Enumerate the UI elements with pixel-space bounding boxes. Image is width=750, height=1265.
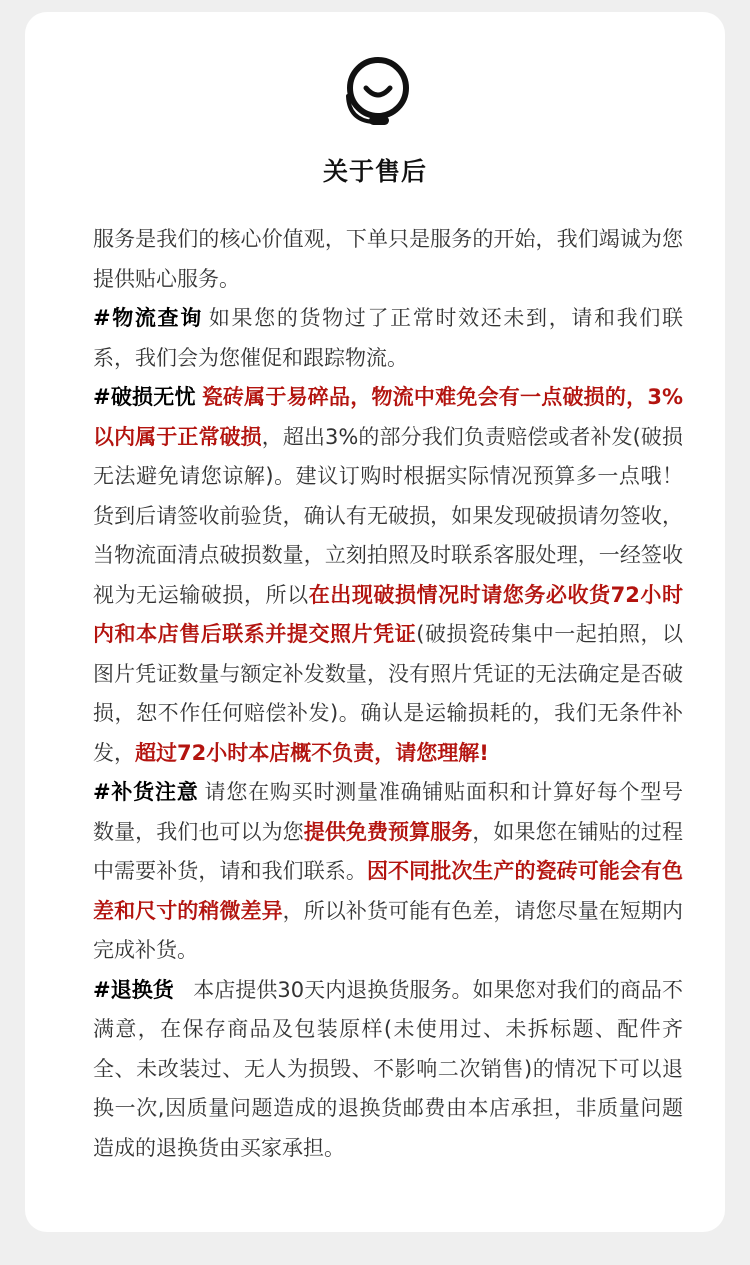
restock-tag: #补货注意: [93, 780, 199, 804]
restock-section: [93, 773, 683, 971]
logistics-tag: #物流查询: [93, 306, 203, 330]
restock-text-contact: ，如果您在铺贴的过程中需要补货，请和我们联系。: [93, 819, 684, 883]
logistics-text: 如果您的货物过了正常时效还未到，请和我们联系，我们会为您催促和跟踪物流。: [93, 306, 683, 370]
damage-tag: #破损无忧: [93, 385, 196, 409]
after-sales-content: [93, 220, 683, 1168]
after-sales-card: [25, 12, 725, 1232]
damage-section: [93, 378, 683, 773]
damage-highlight-disclaimer: 超过72小时本店概不负责，请您理解!: [135, 740, 489, 765]
damage-highlight-72h: 在出现破损情况时请您务必收货72小时内和本店售后联系并提交照片凭证: [93, 582, 683, 646]
restock-text-color: ，所以补货可能有色差，请您尽量在短期内完成补货。: [93, 898, 684, 962]
damage-highlight-normal-rate: 瓷砖属于易碎品，物流中难免会有一点破损的，3%以内属于正常破损: [93, 385, 683, 449]
damage-text-policy: ，超出3%的部分我们负责赔偿或者补发(破损无法避免请您谅解)。建议订购时根据实际情况预算多一点哦！货到后请签收前验货，确认有无破损，如果发现破损请勿签收，当物流面清点破损数量，立刻拍照及时联系客服处理，一经签收视为无运输破损，所以: [93, 424, 684, 607]
page-title: 关于售后: [322, 157, 427, 186]
damage-text-evidence: (破损瓷砖集中一起拍照，以图片凭证数量与额定补发数量，没有照片凭证的无法确定是否破损，恕不作任何赔偿补发)。确认是运输损耗的，我们无条件补发，: [93, 622, 684, 765]
returns-tag: #退换货: [93, 977, 174, 1002]
returns-section: [93, 971, 683, 1169]
customer-service-headset-icon: [341, 56, 415, 140]
logistics-section: [93, 299, 683, 378]
restock-highlight-batch: 因不同批次生产的瓷砖可能会有色差和尺寸的稍微差异: [93, 859, 684, 923]
restock-text-measure: 请您在购买时测量准确铺贴面积和计算好每个型号数量，我们也可以为您: [93, 780, 683, 844]
restock-highlight-budget: 提供免费预算服务: [303, 819, 473, 844]
intro-paragraph: 服务是我们的核心价值观，下单只是服务的开始，我们竭诚为您提供贴心服务。: [93, 227, 683, 291]
returns-text: 本店提供30天内退换货服务。如果您对我们的商品不满意，在保存商品及包装原样(未使用过、未拆标题、配件齐全、未改装过、无人为损毁、不影响二次销售)的情况下可以退换一次,因质量问题造成的退换货邮费由本店承担，非质量问题造成的退换货由买家承担。: [93, 977, 683, 1160]
